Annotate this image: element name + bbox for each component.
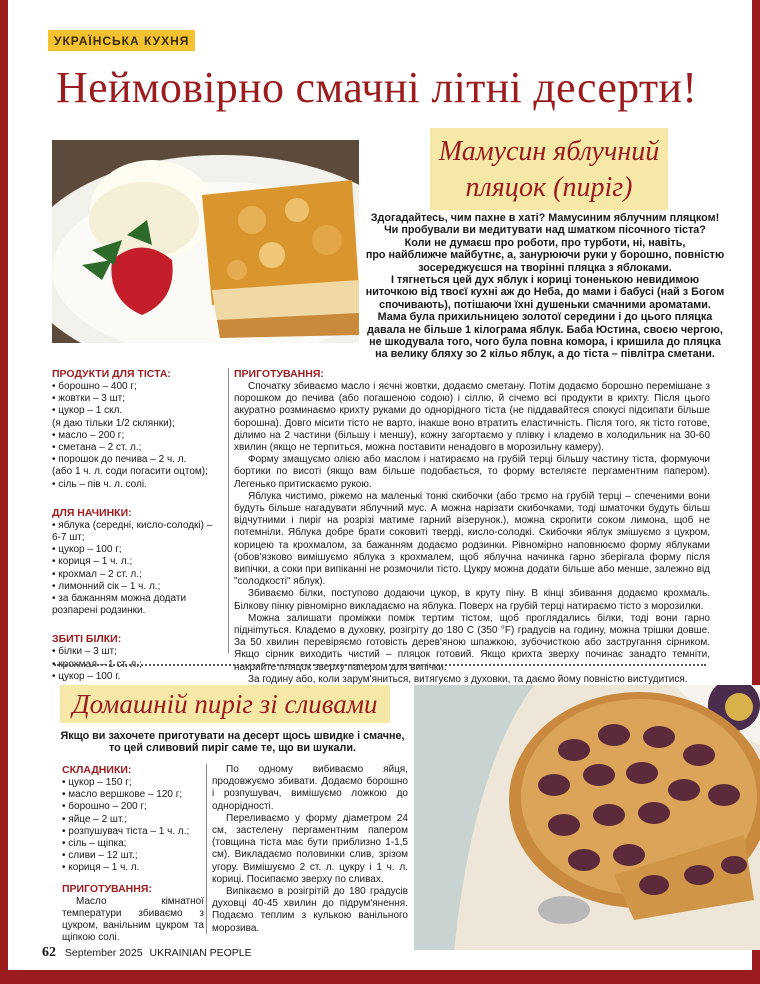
recipe1-title-line1: Мамусин яблучний [438,136,660,167]
recipe2-ingredients-list [62,777,204,875]
ingredient-item: • цукор – 100 г. [52,670,121,682]
ingredient-item: (або 1 ч. л. соди погасити оцтом); [52,466,208,478]
prep-paragraph: Випікаємо в розігрітій до 180 градусів духовці 40-45 хвилин до підрум'янення. Подаємо теплим з кулькою ванільного морозива. [212,886,408,934]
prep-paragraph: Форму змащуємо олією або маслом і натираємо на грубій терці більшу частину тіста, формуючи бортики по висоті (якщо вам більше подобається, то форму встеляєте пергаментним папером). Легенько притискаємо рукою. [234,454,710,490]
intro-line: Коли не думаєш про роботи, про турботи, ні, навіть, [404,236,686,249]
ingredient-item: • розпушувач тіста – 1 ч. л.; [62,825,190,837]
ingredient-item: (я даю тільки 1/2 склянки); [52,417,175,429]
ingredient-item: • порошок до печива – 2 ч. л. [52,454,187,466]
page-frame-left [0,0,8,984]
recipe1-title-banner [430,128,668,210]
footer-issue: September 2025 [64,947,143,959]
recipe2-prep-left: Масло кімнатної температури збиваємо з цукром, ванільним цукром та щіпкою солі. [62,895,204,944]
ingredient-item: • сіль – щіпка; [62,838,127,850]
intro-line: не шкодувала того, чого була повна комора, і кришила до пляцка [369,336,721,349]
intro-line: про найближче майбутнє, а, занурюючи руки у борошно, повністю [365,249,725,262]
ingredient-item: • яблука (середні, кисло-солодкі) – [52,519,213,531]
prep-paragraph: Переливаємо у форму діаметром 24 см, застелену пергаментним папером (товщина тіста має бути приблизно 1-1,5 см). Викладаємо половинки слив, зрізом угору. Вимішуємо 2 ст. л. цукру і 1 ч. л. кориці. Посипаємо зверху по сливах. [212,812,408,885]
dough-heading: ПРОДУКТИ ДЛЯ ТІСТА: [52,368,171,380]
ingredient-item: • борошно – 400 г; [52,381,137,392]
page-frame-bottom [0,970,760,984]
ingredient-item: 6-7 шт; [52,532,85,544]
section-divider-dotted [54,664,706,666]
ingredient-item: • цукор – 100 г; [52,544,122,556]
recipe1-title-line2: пляцок (пиріг) [465,172,633,203]
intro-line: на велику бляху зо 2 кільо яблук, а до тіста – півлітра сметани. [375,348,715,361]
ingredient-item: • сливи – 12 шт.; [62,850,138,862]
recipe1-preparation [234,368,710,686]
recipe2-ingredients [62,764,204,944]
ingredient-item: • кориця – 1 ч. л. [62,862,140,874]
section-tag: УКРАЇНСЬКА КУХНЯ [48,30,195,51]
ingredient-item: • цукор – 1 скл. [52,405,123,417]
page-number: 62 [42,945,56,960]
recipe2-ingredients-heading: СКЛАДНИКИ: [62,764,132,776]
intro-line: Мама була прихильницею золотої середини і до цього пляцка [377,311,713,324]
prep-paragraph: Можна залишати проміжки поміж тертим тістом, щоб проглядались білки, тоді вони гарно підніmуться. Кладемо в духовку, розігріту до 180 С (350 °F) градусів на годину, можна трішки довше. За 50 хвилин перевіряємо готовість дерев'яною шпажкою, зубочисткою або застругання сірником. Якщо сірник виходить чистий – пляцок готовий. Якщо крихта зверху починає занадто темніти, накрийте пляцок зверху папером для випічки. [234,612,710,673]
ingredient-item: розпарені родзинки. [52,605,146,617]
recipe2-intro [60,730,405,755]
apple-pie-photo [52,140,359,343]
plum-pie-photo [414,685,760,950]
recipe2-column-divider [206,764,207,934]
dough-list [52,381,222,491]
ingredient-item: • за бажанням можна додати [52,593,187,605]
prep-paragraph: За годину або, коли зарум'яниться, витягуємо з духовки, та даємо йому повністю вистудитися. [248,673,688,685]
filling-heading: ДЛЯ НАЧИНКИ: [52,506,132,519]
ingredient-item: • білки – 3 шт; [52,646,117,658]
ingredient-item: • крохмал – 2 ст. л.; [52,568,142,580]
ingredient-item: • цукор – 150 г; [62,777,132,788]
ingredient-item: • сіль – пів ч. л. солі. [52,478,147,490]
ingredient-item: • кориця – 1 ч. л.; [52,556,133,568]
footer-magazine: UKRAINIAN PEOPLE [149,947,252,959]
ingredient-item: • яйце – 2 шт.; [62,813,127,825]
prep-paragraph: По одному вибиваємо яйця, продовжуємо збивати. Додаємо борошно і розпушувач, вимішуємо ложкою до однорідності. [212,764,408,812]
intro-line: Здогадайтесь, чим пахне в хаті? Мамусиним яблучним пляцком! [370,212,720,224]
intro-line: ниточкою від твоєї кухні аж до Неба, до мами і бабусі (най з Богом [365,286,725,299]
intro-line: давала не більше 1 кілограма яблук. Баба Юстина, своєю чергою, [367,323,723,336]
ingredient-item: • масло – 200 г; [52,429,125,441]
intro-line: зосереджуєшся на творінні пляцка з яблоками. [418,261,672,274]
ingredient-item: • жовтки – 3 шт; [52,393,126,405]
recipe1-prep-text [234,381,710,686]
intro-line: Чи пробували ви медитувати над шматком пісочного тіста? [384,224,706,237]
recipe2-title: Домашній пиріг зі сливами [72,689,378,719]
ingredient-item: • борошно – 200 г; [62,801,147,813]
recipe1-prep-heading: ПРИГОТУВАННЯ: [234,368,324,380]
intro-line: то цей сливовий пиріг саме те, що ви шукали. [109,742,356,755]
whites-heading: ЗБИТІ БІЛКИ: [52,633,122,646]
column-divider [228,368,229,653]
prep-paragraph: Спочатку збиваємо масло і яєчні жовтки, додаємо сметану. Потім додаємо борошно перемішане з порошком до печива (або погашеною содою) і сіллю, й січемо всі продукти в крихту. Після цього акуратно розминаємо крихту руками до однорідного тіста (не піддавайтеся спокусі підсипати більше борошна). Довго місити тісто не варто, інакше воно втратить еластичність. Після того, як тісто готове, ділимо на 2 частини (більшу і меншу), кожну загортаємо у плівку і кладемо в холодильник на 30-60 хвилин (якщо не терпиться, можна поставити ненадовго в морозильну камеру). [234,381,710,454]
ingredient-item: • масло вершкове – 120 г; [62,789,183,801]
intro-line: спочивають), потішаючи їхні душеньки смачними ароматами. [379,298,711,311]
ingredient-item: • крохмал – 1 ст. л.; [52,658,142,670]
recipe2-prep-heading: ПРИГОТУВАННЯ: [62,882,152,895]
recipe1-intro [365,212,725,361]
recipe1-ingredients [52,368,222,683]
ingredient-item: • лимонний сік – 1 ч. л.; [52,580,161,592]
intro-line: Якщо ви захочете приготувати на десерт щось швидке і смачне, [60,730,405,742]
filling-list [52,520,222,618]
intro-line: І тягнеться цей дух яблук і кориці тоненькою невидимою [390,274,700,287]
page-headline: Неймовірно смачні літні десерти! [56,63,698,112]
page-footer [42,945,252,961]
prep-paragraph: Збиваємо білки, поступово додаючи цукор, в круту піну. В кінці збивання додаємо крохмаль. Білкову пінку рівномірно викладаємо на яблука. Поверх на грубій терці натираємо тісто з морозилки. [234,588,710,612]
ingredient-item: • сметана – 2 ст. л.; [52,442,142,454]
prep-paragraph: Яблука чистимо, ріжемо на маленькі тонкі скибочки (або трємо на грубій терці – спеченими вони будуть більше нагадувати яблучний мус. А можна нарізати скибочками, тоді шматочки будуть більш відчутними і пиріг на розрізі матиме гарний візерунок.), можна скропити соком лимона, щоб не потемніли. Яблука добре брати соковиті тверді, кисло-солодкі. Скибочки яблук змішуємо з цукром, корицею та крохмалом, за бажанням додаємо родзинки. Рівномірно наповнюємо форму яблуками (обов'язково вимішуємо яблука з крохмалем, щоб яблучна начинка гарно зберігала форму після випічки, а соки при випіканні не розмочили тісто. Цукру можна додати більше або менше, залежно від "солодкості" яблук). [234,490,710,588]
recipe2-prep-right [212,764,408,935]
recipe2-title-banner [60,685,390,723]
